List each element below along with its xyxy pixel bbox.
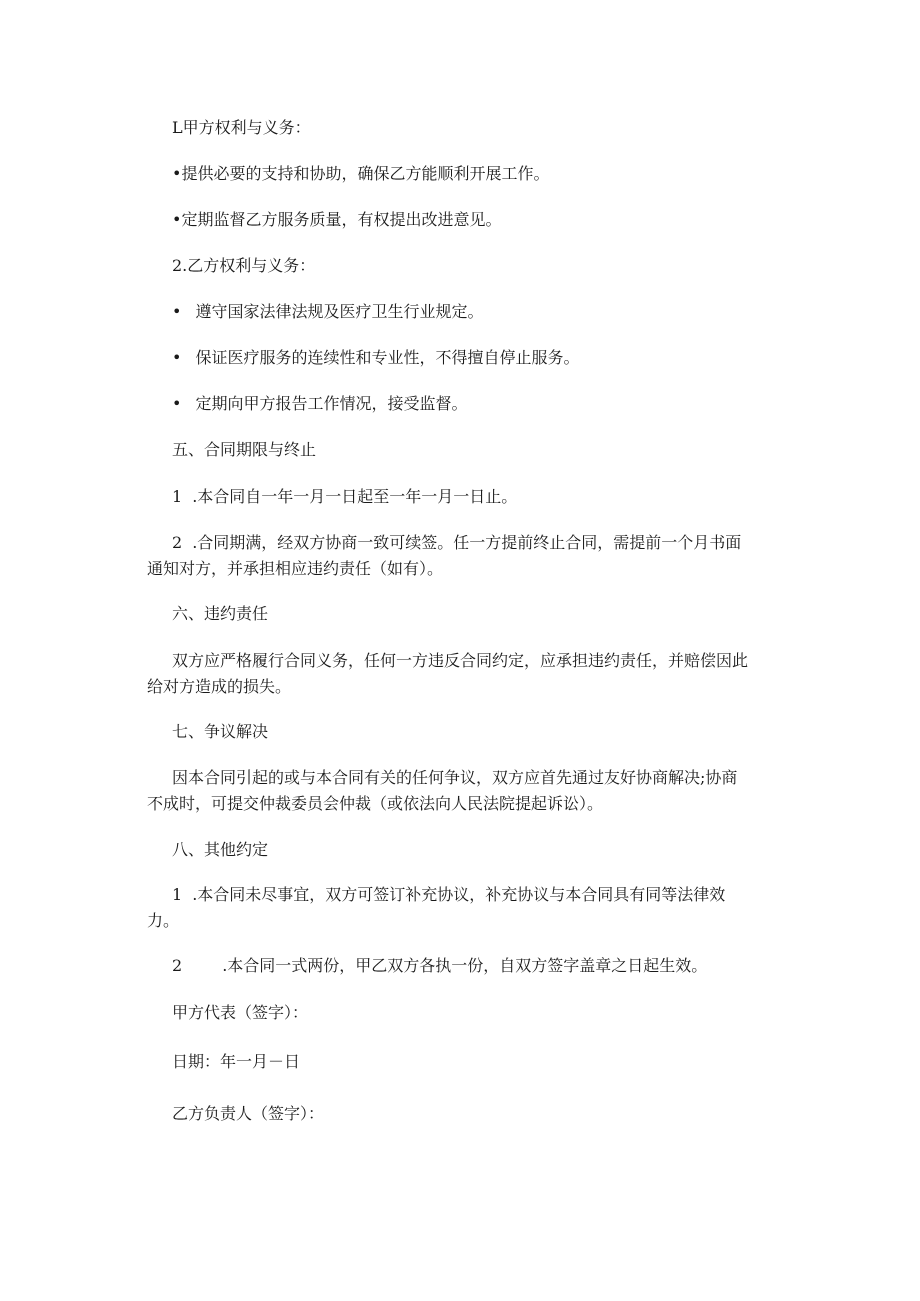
party-a-item-2: •定期监督乙方服务质量，有权提出改进意见。 [172,210,502,229]
section6-line-1: 双方应严格履行合同义务，任何一方违反合同约定，应承担违约责任，并赔偿因此 [172,651,749,670]
section5-item-2 [172,530,792,556]
party-b-heading: 2.乙方权利与义务： [172,256,316,275]
section8-item-2 [172,953,792,979]
section7-heading: 七、争议解决 [172,722,269,741]
item-text: .本合同未尽事宜，双方可签订补充协议，补充协议与本合同具有同等法律效 [192,885,726,904]
item-number: 2 [172,956,183,975]
party-b-signature: 乙方负责人（签字）： [172,1104,325,1123]
party-b-item-3 [172,391,792,417]
item-text: .合同期满，经双方协商一致可续签。任一方提前终止合同，需提前一个月书面 [192,533,742,552]
party-b-item-1 [172,299,792,325]
section6-line-2: 给对方造成的损失。 [147,677,292,696]
party-b-item-2 [172,345,792,371]
item-number: 1 [172,487,183,506]
party-b-item-3-text: 定期向甲方报告工作情况，接受监督。 [195,394,468,413]
party-b-item-2-text: 保证医疗服务的连续性和专业性，不得擅自停止服务。 [195,348,580,367]
section5-item-1 [172,484,792,510]
section8-item-1 [172,882,792,908]
party-a-heading: L甲方权利与义务： [172,118,311,137]
party-b-item-1-text: 遵守国家法律法规及医疗卫生行业规定。 [195,302,484,321]
item-text: .本合同自一年一月一日起至一年一月一日止。 [192,487,518,506]
section6-heading: 六、违约责任 [172,604,269,623]
section7-line-2: 不成时，可提交仲裁委员会仲裁（或依法向人民法院提起诉讼）。 [147,794,604,813]
party-a-item-1: •提供必要的支持和协助，确保乙方能顺利开展工作。 [172,164,550,183]
item-text: .本合同一式两份，甲乙双方各执一份，自双方签字盖章之日起生效。 [222,956,708,975]
bullet: • [172,394,182,413]
section5-heading: 五、合同期限与终止 [172,440,317,459]
section8-heading: 八、其他约定 [172,840,269,859]
signature-date: 日期：年一月－日 [172,1052,301,1071]
section8-item-1-cont: 力。 [147,911,180,930]
section7-line-1: 因本合同引起的或与本合同有关的任何争议，双方应首先通过友好协商解决;协商 [172,768,738,787]
bullet: • [172,302,182,321]
section5-item-2-cont: 通知对方，并承担相应违约责任（如有）。 [147,559,444,578]
item-number: 2 [172,533,183,552]
bullet: • [172,348,182,367]
party-a-signature: 甲方代表（签字）： [172,1003,309,1022]
item-number: 1 [172,885,183,904]
